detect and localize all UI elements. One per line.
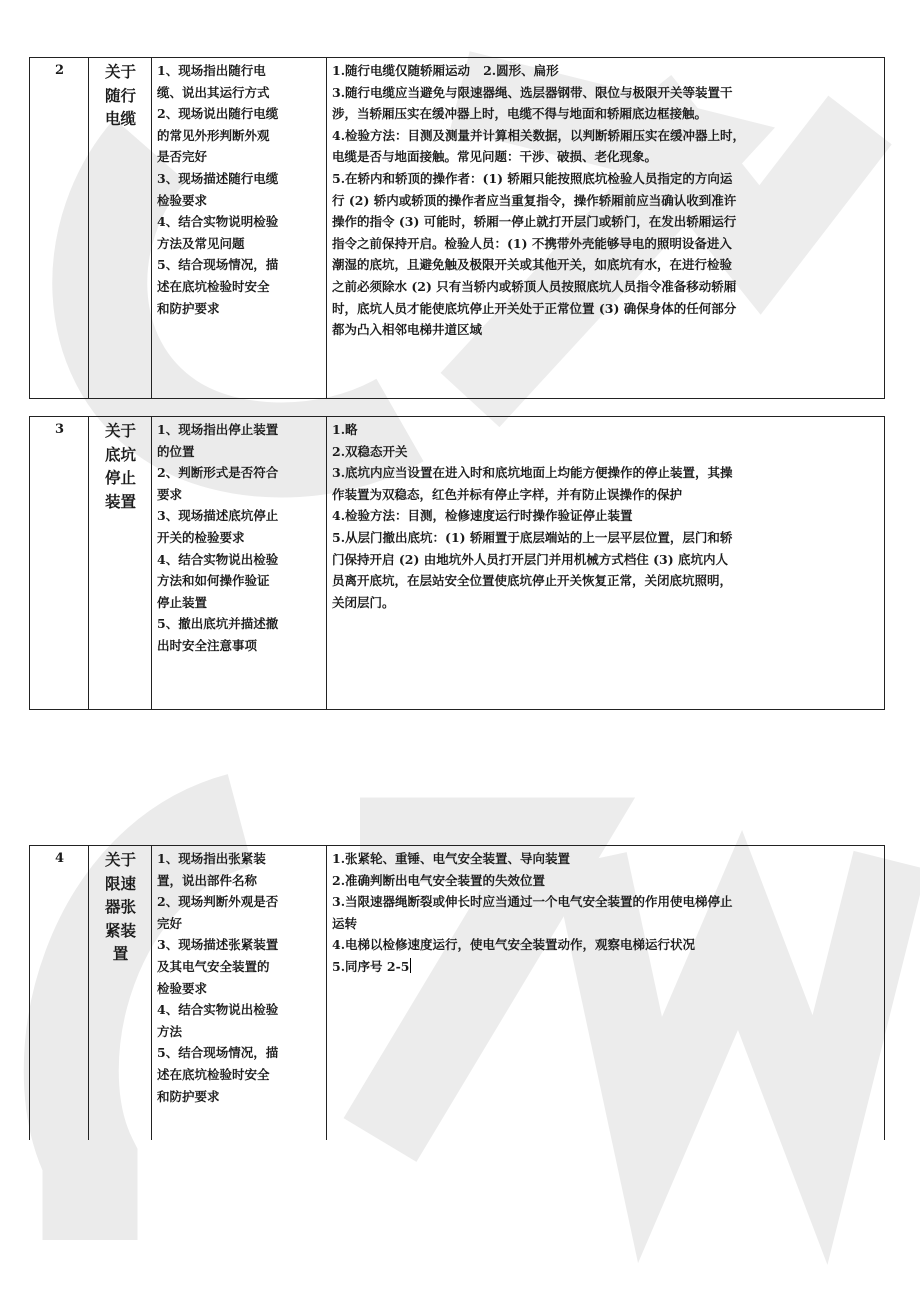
question-line: 完好: [157, 915, 183, 931]
text-cursor: [410, 958, 411, 973]
question-line: 1、现场指出停止装置: [157, 422, 279, 437]
answer-line: 3.随行电缆应当避免与限速器绳、选层器钢带、限位与极限开关等装置干: [332, 84, 733, 100]
item-number: 3: [30, 417, 89, 710]
item-questions: [152, 417, 327, 710]
answer-line: 操作的指令 (3) 可能时，轿厢一停止就打开层门或轿门，在发出轿厢运行: [332, 214, 737, 230]
answer-line: 3.当限速器绳断裂或伸长时应当通过一个电气安全装置的作用使电梯停止: [332, 894, 733, 910]
question-line: 要求: [157, 486, 183, 502]
item-topic: [89, 58, 152, 399]
question-line: 述在底坑检验时安全: [157, 1066, 270, 1082]
question-line: 方法和如何操作验证: [157, 573, 270, 589]
question-line: 出时安全注意事项: [157, 637, 258, 653]
question-line: 4、结合实物说出检验: [157, 551, 279, 567]
question-line: 及其电气安全装置的: [157, 958, 270, 974]
question-line: 1、现场指出随行电: [157, 63, 266, 78]
answer-line: 1.略: [332, 422, 358, 437]
question-line: 2、判断形式是否符合: [157, 465, 279, 481]
answer-line: 行 (2) 轿内或轿顶的操作者应当重复指令，操作轿厢前应当确认收到准许: [332, 192, 737, 208]
answer-line: 3.底坑内应当设置在进入时和底坑地面上均能方便操作的停止装置，其操: [332, 465, 733, 481]
topic-line: 关于: [104, 421, 136, 440]
question-line: 的常见外形判断外观: [157, 127, 270, 143]
answer-line: 1.随行电缆仅随轿厢运动 2.圆形、扁形: [332, 63, 559, 78]
topic-line: 装置: [104, 491, 136, 511]
question-line: 停止装置: [157, 594, 208, 610]
question-line: 方法: [157, 1023, 183, 1039]
answer-line: 2.双稳态开关: [332, 443, 408, 459]
answer-line: 之前必须除水 (2) 只有当轿内或轿顶人员按照底坑人员指令准备移动轿厢: [332, 278, 737, 294]
item-number: 4: [30, 846, 89, 1141]
answer-line: 涉，当轿厢压实在缓冲器上时，电缆不得与地面和轿厢底边框接触。: [332, 106, 708, 122]
answer-line: 5.从层门撤出底坑：(1) 轿厢置于底层端站的上一层平层位置，层门和轿: [332, 529, 733, 545]
item-questions: [152, 58, 327, 399]
table-row: [30, 417, 885, 710]
question-line: 2、现场说出随行电缆: [157, 106, 279, 122]
question-line: 方法及常见问题: [157, 235, 245, 251]
item-table-2: [29, 57, 885, 399]
item-answers[interactable]: [327, 846, 885, 1141]
answer-line: 4.检验方法：目测及测量并计算相关数据，以判断轿厢压实在缓冲器上时，: [332, 127, 746, 143]
topic-line: 停止: [104, 468, 136, 487]
question-line: 5、结合现场情况，描: [157, 1045, 279, 1061]
item-table-4: [29, 845, 885, 1140]
answer-line: 5.在轿内和轿顶的操作者：(1) 轿厢只能按照底坑检验人员指定的方向运: [332, 170, 733, 186]
answer-line: 都为凸入相邻电梯井道区域: [332, 322, 483, 338]
question-line: 1、现场指出张紧装: [157, 851, 266, 866]
question-line: 置，说出部件名称: [157, 872, 258, 888]
question-line: 5、结合现场情况，描: [157, 257, 279, 273]
table-row: [30, 846, 885, 1141]
answer-line-with-cursor: [332, 956, 880, 978]
question-line: 4、结合实物说出检验: [157, 1002, 279, 1018]
item-number: 2: [30, 58, 89, 399]
question-line: 述在底坑检验时安全: [157, 278, 270, 294]
item-questions: [152, 846, 327, 1141]
question-line: 的位置: [157, 443, 195, 459]
answer-line: 作装置为双稳态，红色并标有停止字样，并有防止误操作的保护: [332, 486, 683, 502]
item-topic: [89, 846, 152, 1141]
question-line: 和防护要求: [157, 1088, 220, 1104]
item-table-3: [29, 416, 885, 710]
answer-line: 4.检验方法：目测，检修速度运行时操作验证停止装置: [332, 508, 633, 524]
question-line: 和防护要求: [157, 300, 220, 316]
answer-line: 关闭层门。: [332, 594, 395, 610]
topic-line: 关于: [104, 850, 136, 869]
question-line: 3、现场描述张紧装置: [157, 937, 279, 953]
question-line: 检验要求: [157, 980, 208, 996]
answer-line: 指令之前保持开启。检验人员：(1) 不携带外壳能够导电的照明设备进入: [332, 235, 732, 251]
topic-line: 置: [112, 944, 129, 963]
answer-line: 门保持开启 (2) 由地坑外人员打开层门并用机械方式档住 (3) 底坑内人: [332, 551, 728, 567]
question-line: 3、现场描述随行电缆: [157, 170, 279, 186]
table-row: [30, 58, 885, 399]
topic-line: 底坑: [104, 444, 136, 464]
topic-line: 关于: [104, 62, 136, 81]
answer-line: 4.电梯以检修速度运行，使电气安全装置动作，观察电梯运行状况: [332, 937, 696, 953]
question-line: 缆、说出其运行方式: [157, 84, 270, 100]
item-answers: [327, 417, 885, 710]
answer-line: 1.张紧轮、重锤、电气安全装置、导向装置: [332, 851, 571, 866]
topic-line: 限速: [104, 873, 136, 893]
item-answers: [327, 58, 885, 399]
topic-line: 紧装: [104, 920, 136, 940]
question-line: 5、撤出底坑并描述撤: [157, 616, 279, 632]
topic-line: 器张: [104, 897, 136, 916]
question-line: 开关的检验要求: [157, 529, 245, 545]
question-line: 是否完好: [157, 149, 208, 165]
topic-line: 随行: [104, 85, 136, 105]
question-line: 2、现场判断外观是否: [157, 894, 279, 910]
question-line: 检验要求: [157, 192, 208, 208]
answer-line: 2.准确判断出电气安全装置的失效位置: [332, 872, 546, 888]
question-line: 4、结合实物说明检验: [157, 214, 279, 230]
answer-line: 5.同序号 2-5: [332, 958, 410, 974]
answer-line: 电缆是否与地面接触。常见问题：干涉、破损、老化现象。: [332, 149, 658, 165]
question-line: 3、现场描述底坑停止: [157, 508, 279, 524]
answer-line: 运转: [332, 915, 358, 931]
item-topic: [89, 417, 152, 710]
answer-line: 时，底坑人员才能使底坑停止开关处于正常位置 (3) 确保身体的任何部分: [332, 300, 737, 316]
answer-line: 员离开底坑，在层站安全位置使底坑停止开关恢复正常，关闭底坑照明，: [332, 573, 733, 589]
answer-line: 潮湿的底坑，且避免触及极限开关或其他开关，如底坑有水，在进行检验: [332, 257, 733, 273]
topic-line: 电缆: [104, 109, 136, 128]
